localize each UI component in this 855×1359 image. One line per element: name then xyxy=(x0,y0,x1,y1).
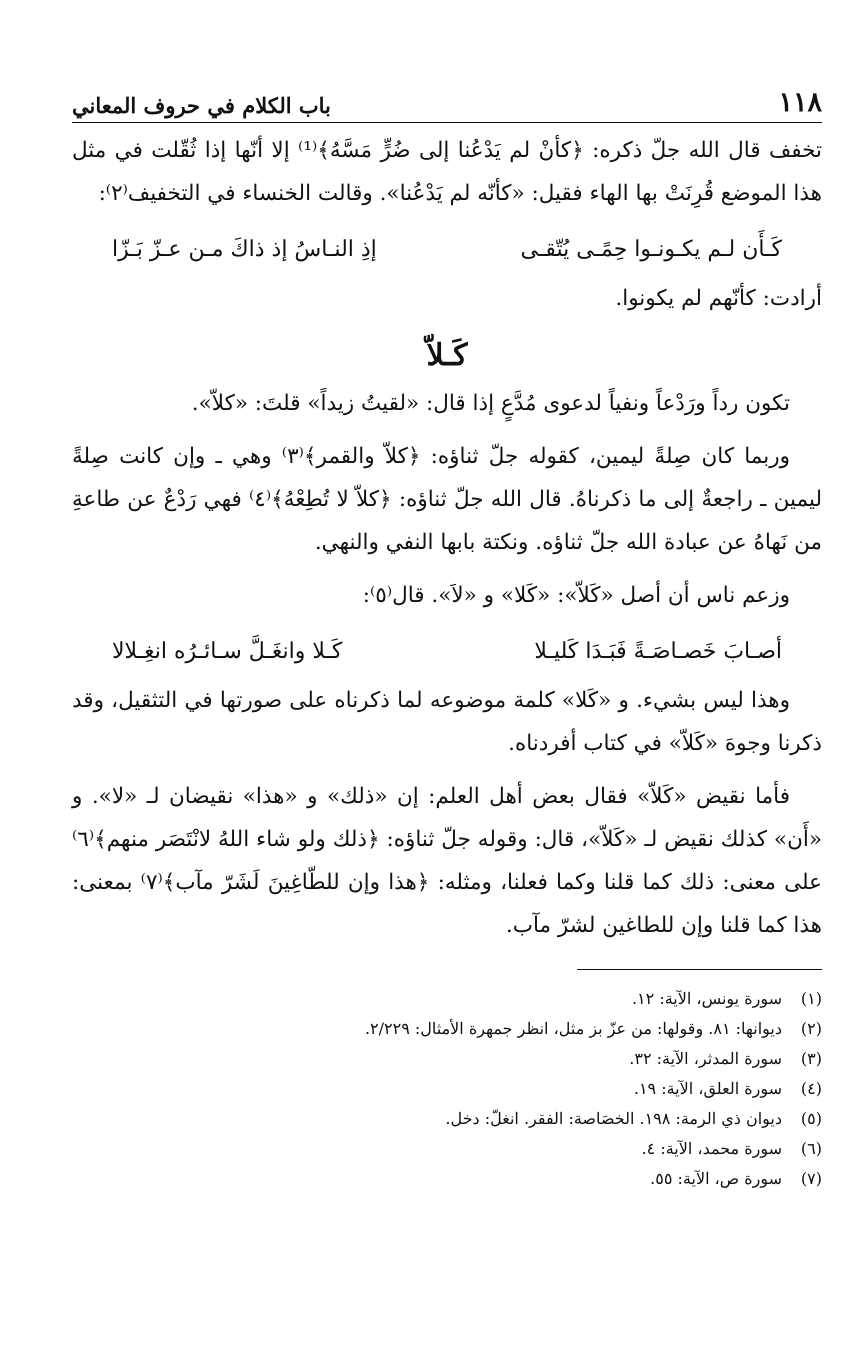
paragraph-2: أرادت: كأنّهم لم يكونوا. xyxy=(615,286,822,311)
running-head xyxy=(72,84,822,123)
footnote-text: سورة يونس، الآية: ١٢. xyxy=(631,989,782,1008)
footnote-number: (١) xyxy=(800,989,822,1008)
footnote xyxy=(72,1134,822,1164)
footnote-text: ديوانها: ٨١. وقولها: من عزّ بز مثل، انظر جمهرة الأمثال: ٢/٢٢٩. xyxy=(364,1019,782,1038)
footnote-text: ديوان ذي الرمة: ١٩٨. الخصَاصة: الفقر. انغلّ: دخل. xyxy=(445,1109,782,1128)
verse-2-first-hemistich: أصـابَ خَصـاصَـةً فَبَـدَا كَليـلا xyxy=(534,639,782,664)
verse-2-second-hemistich: كَـلا وانغَـلَّ سـائـرُه انغِـلالا xyxy=(112,639,343,664)
section-heading: كَـلاّ xyxy=(426,338,468,373)
footnote xyxy=(72,1104,822,1134)
chapter-title: باب الكلام في حروف المعاني xyxy=(72,93,331,118)
body-text xyxy=(72,129,822,947)
paragraph-5: وزعم ناس أن أصل «كَلاّ»: «كَلا» و «لاَ». قال⁽٥⁾: xyxy=(362,583,790,608)
footnote-number: (٣) xyxy=(800,1049,822,1068)
footnote-number: (٢) xyxy=(800,1019,822,1038)
footnote-text: سورة العلق، الآية: ١٩. xyxy=(633,1079,782,1098)
paragraph-4: وربما كان صِلةً ليمين، كقوله جلّ ثناؤه: ﴿كلاّ والقمر﴾⁽٣⁾ وهي ـ وإن كانت صِلةً ليمين ـ راجعةٌ إلى ما ذكرناهُ. قال الله جلّ ثناؤه: ﴿كلاّ لا تُطِعْهُ﴾⁽٤⁾ فهي رَدْعٌ عن طاعةِ من نَهاهُ عن عبادة الله جلّ ثناؤه. ونكتة بابها النفي والنهي. xyxy=(72,444,822,555)
footnote-text: سورة ص، الآية: ٥٥. xyxy=(650,1169,782,1188)
footnotes xyxy=(72,984,822,1194)
paragraph-7: فأما نقيض «كَلاّ» فقال بعض أهل العلم: إن «ذلك» و «هذا» نقيضان لـ «لا». و «أَن» كذلك نقيض لـ «كَلاّ»، قال: وقوله جلّ ثناؤه: ﴿ذلك ولو شاء اللهُ لانْتَصَر منهم﴾⁽٦⁾ على معنى: ذلك كما قلنا وكما فعلنا، ومثله: ﴿هذا وإن للطّاغِينَ لَشَرّ مآب﴾⁽٧⁾ بمعنى: هذا كما قلنا وإن للطاغين لشرّ مآب. xyxy=(72,784,822,938)
footnote xyxy=(72,1014,822,1044)
footnote-number: (٤) xyxy=(800,1079,822,1098)
book-page xyxy=(72,84,822,1194)
footnote-number: (٧) xyxy=(800,1169,822,1188)
paragraph-6: وهذا ليس بشيء. و «كَلا» كلمة موضوعه لما ذكرناه على صورتها في التثقيل، وقد ذكرنا وجوهَ «كَلاّ» في كتاب أفردناه. xyxy=(72,688,822,756)
verse-1-second-hemistich: إذِ النـاسُ إذ ذاكَ مـن عـزّ بَـزّا xyxy=(112,237,377,262)
footnote xyxy=(72,1044,822,1074)
paragraph-1: تخفف قال الله جلّ ذكره: ﴿كأنْ لم يَدْعُنا إلى ضُرٍّ مَسَّهُ﴾⁽¹⁾ إلا أنّها إذا ثُقّلت في مثل هذا الموضع قُرِنَتْ بها الهاء فقيل: «كأنّه لم يَدْعُنا». وقالت الخنساء في التخفيف⁽٢⁾: xyxy=(72,138,822,206)
verse-2 xyxy=(72,629,822,675)
paragraph-3: تكون رداً ورَدْعاً ونفياً لدعوى مُدَّعٍ إذا قال: «لقيتُ زيداً» قلتَ: «كلاّ». xyxy=(191,391,790,416)
footnote-number: (٥) xyxy=(800,1109,822,1128)
footnote-text: سورة المدثر، الآية: ٣٢. xyxy=(629,1049,782,1068)
verse-1 xyxy=(72,227,822,273)
footnote xyxy=(72,984,822,1014)
footnote-divider xyxy=(577,969,822,970)
footnote-text: سورة محمد، الآية: ٤. xyxy=(641,1139,782,1158)
footnote xyxy=(72,1164,822,1194)
footnote xyxy=(72,1074,822,1104)
verse-1-first-hemistich: كَـأَن لـم يكـونـوا حِمًـى يُتّقـى xyxy=(520,237,782,262)
page-number: ١١٨ xyxy=(778,87,822,118)
footnote-number: (٦) xyxy=(800,1139,822,1158)
